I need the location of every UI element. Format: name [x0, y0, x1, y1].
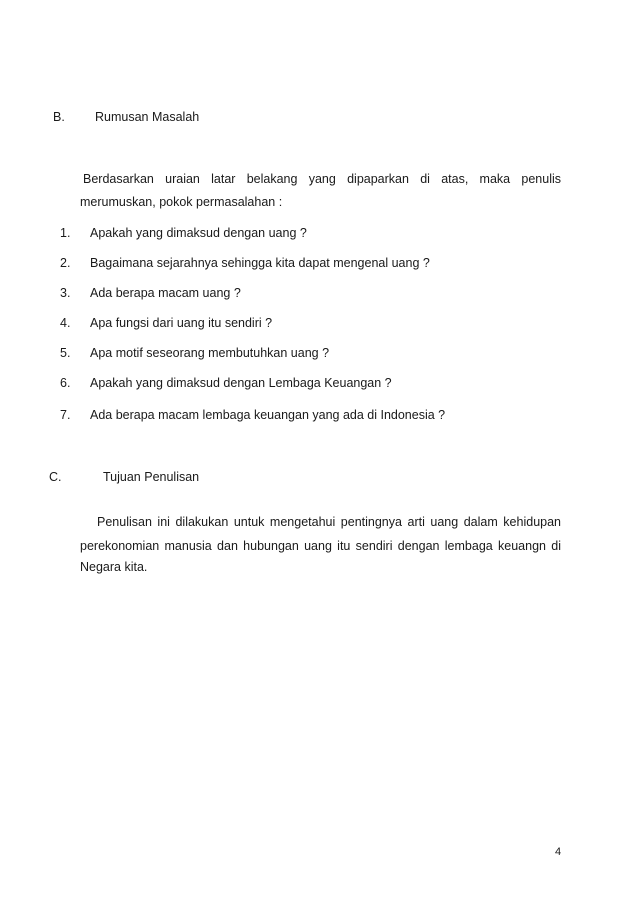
- section-b-intro-line2: merumuskan, pokok permasalahan :: [80, 195, 283, 209]
- list-item-number: 4.: [60, 316, 71, 330]
- page-number: 4: [555, 846, 562, 858]
- list-item-text: Ada berapa macam uang ?: [90, 286, 241, 300]
- section-c-line2: perekonomian manusia dan hubungan uang itu sendiri dengan lembaga keuangn di: [80, 539, 561, 553]
- list-item-text: Apakah yang dimaksud dengan uang ?: [90, 226, 307, 240]
- section-c-line3: Negara kita.: [80, 560, 148, 574]
- list-item-number: 5.: [60, 346, 71, 360]
- list-item-text: Apa fungsi dari uang itu sendiri ?: [90, 316, 273, 330]
- list-item-number: 2.: [60, 256, 71, 270]
- section-b-intro-line1: Berdasarkan uraian latar belakang yang dipaparkan di atas, maka penulis: [83, 172, 561, 186]
- section-b-title: Rumusan Masalah: [95, 110, 200, 124]
- list-item-text: Apa motif seseorang membutuhkan uang ?: [90, 346, 330, 360]
- section-b-letter: B.: [53, 110, 65, 124]
- list-item-text: Apakah yang dimaksud dengan Lembaga Keuangan ?: [90, 376, 392, 390]
- section-c-letter: C.: [49, 470, 62, 484]
- section-c-line1: Penulisan ini dilakukan untuk mengetahui pentingnya arti uang dalam kehidupan: [97, 515, 561, 529]
- list-item-text: Bagaimana sejarahnya sehingga kita dapat mengenal uang ?: [90, 256, 430, 270]
- list-item-number: 7.: [60, 408, 71, 422]
- list-item-number: 3.: [60, 286, 71, 300]
- section-c-title: Tujuan Penulisan: [103, 470, 200, 484]
- list-item-number: 6.: [60, 376, 71, 390]
- list-item-number: 1.: [60, 226, 71, 240]
- list-item-text: Ada berapa macam lembaga keuangan yang ada di Indonesia ?: [90, 408, 446, 422]
